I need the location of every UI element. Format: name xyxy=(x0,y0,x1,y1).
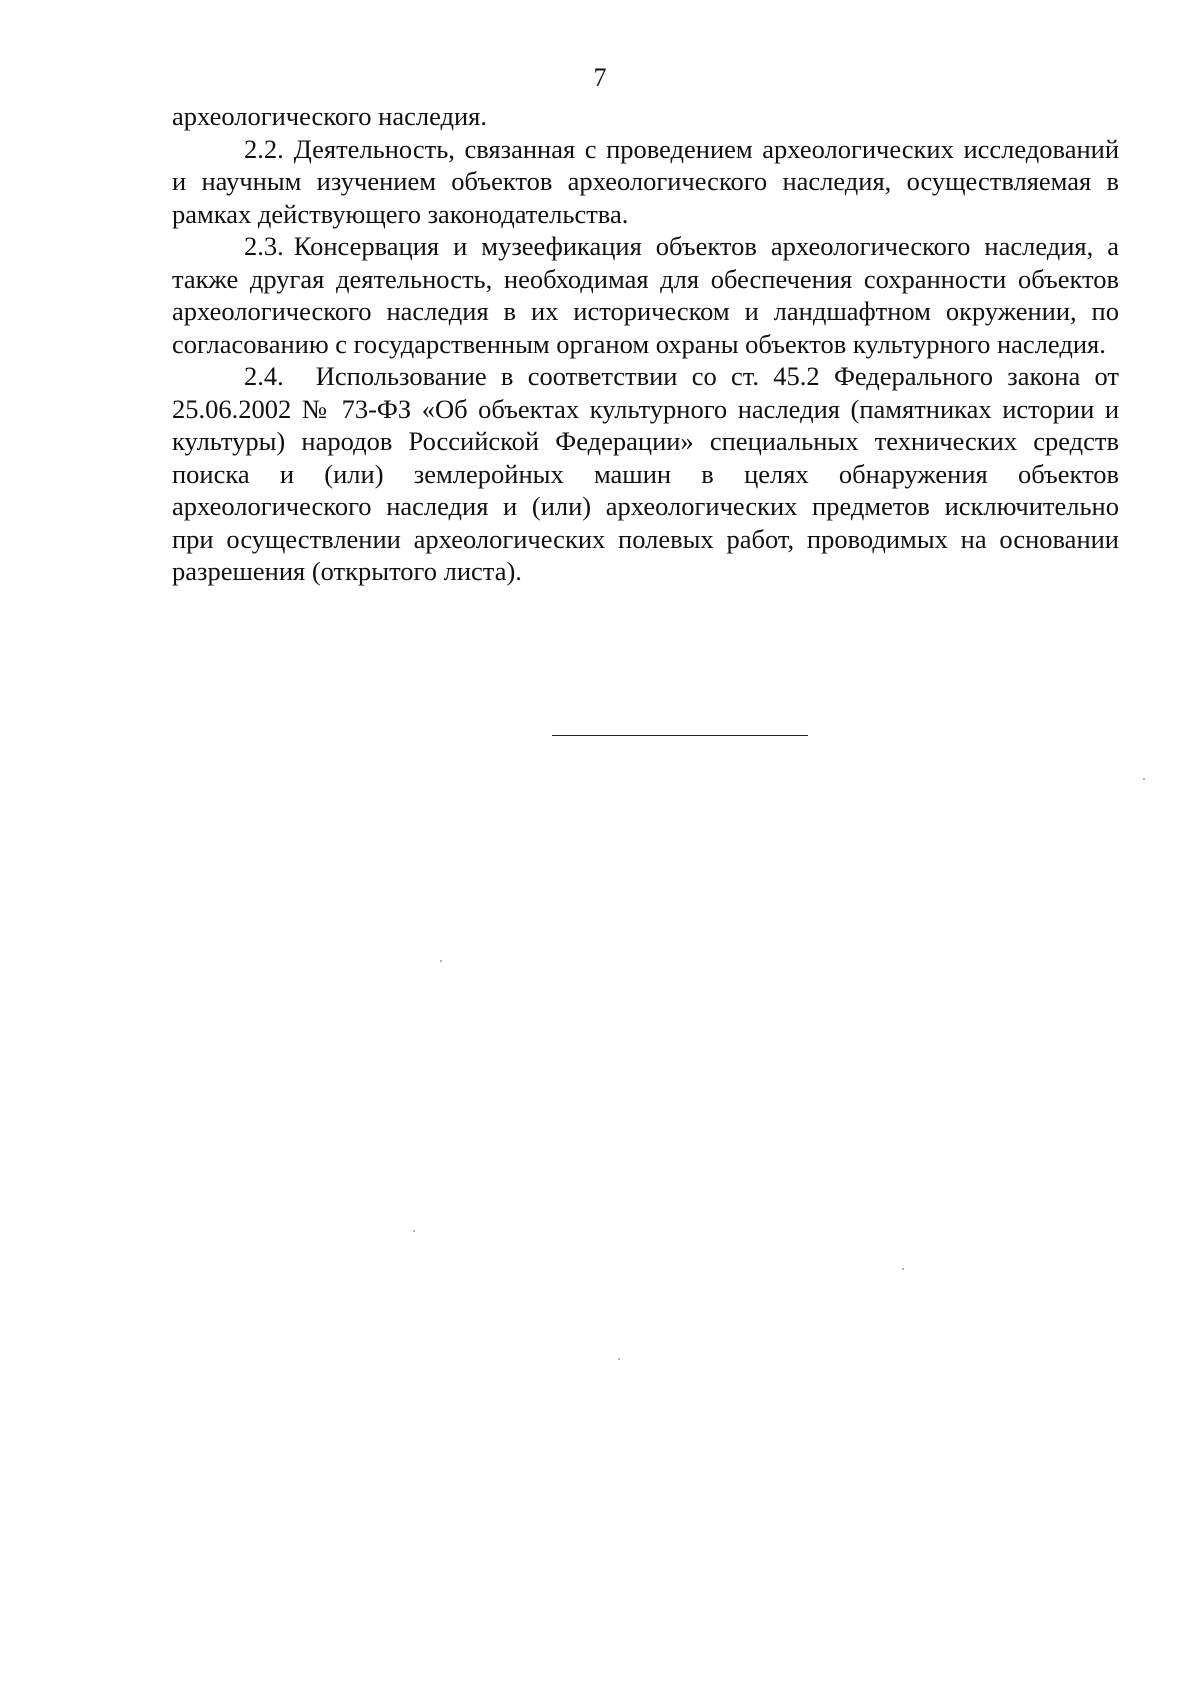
paragraph-number: 2.2. xyxy=(244,133,284,164)
scan-speck xyxy=(902,1268,904,1270)
paragraph-2-2 xyxy=(172,133,1119,231)
paragraph-number: 2.4. xyxy=(244,361,284,391)
paragraph-text: Использование в соответствии со ст. 45.2 Федерального закона от 25.06.2002 № 73-ФЗ «Об объектах культурного наследия (памятниках истории и культуры) народов Российской Федерации» специальных технических средств поиска и (или) землеройных машин в целях обнаружения объектов археологического наследия и (или) археологических предметов исключительно при осуществлении археологических полевых работ, проводимых на основании разрешения (открытого листа). xyxy=(172,361,1119,586)
paragraph-2-3 xyxy=(172,230,1119,360)
scan-speck xyxy=(618,1358,620,1360)
end-of-document-rule xyxy=(552,735,808,736)
paragraph-number: 2.3. xyxy=(244,231,284,261)
page-number: 7 xyxy=(593,63,607,92)
scan-speck xyxy=(413,1230,415,1232)
document-body xyxy=(172,100,1119,588)
paragraph-text: археологического наследия. xyxy=(172,101,487,131)
paragraph-2-4 xyxy=(172,360,1119,588)
paragraph-text: Деятельность, связанная с проведением археологических исследований и научным изучением объектов археологического наследия, осуществляемая в рамках действующего законодательства. xyxy=(172,133,1119,229)
scan-speck xyxy=(440,960,442,962)
scan-speck xyxy=(1143,778,1145,780)
paragraph-continuation xyxy=(172,100,1119,133)
paragraph-text: Консервация и музеефикация объектов археологического наследия, а также другая деятельность, необходимая для обеспечения сохранности объектов археологического наследия в их историческом и ландшафтном окружении, по согласованию с государственным органом охраны объектов культурного наследия. xyxy=(172,231,1119,359)
